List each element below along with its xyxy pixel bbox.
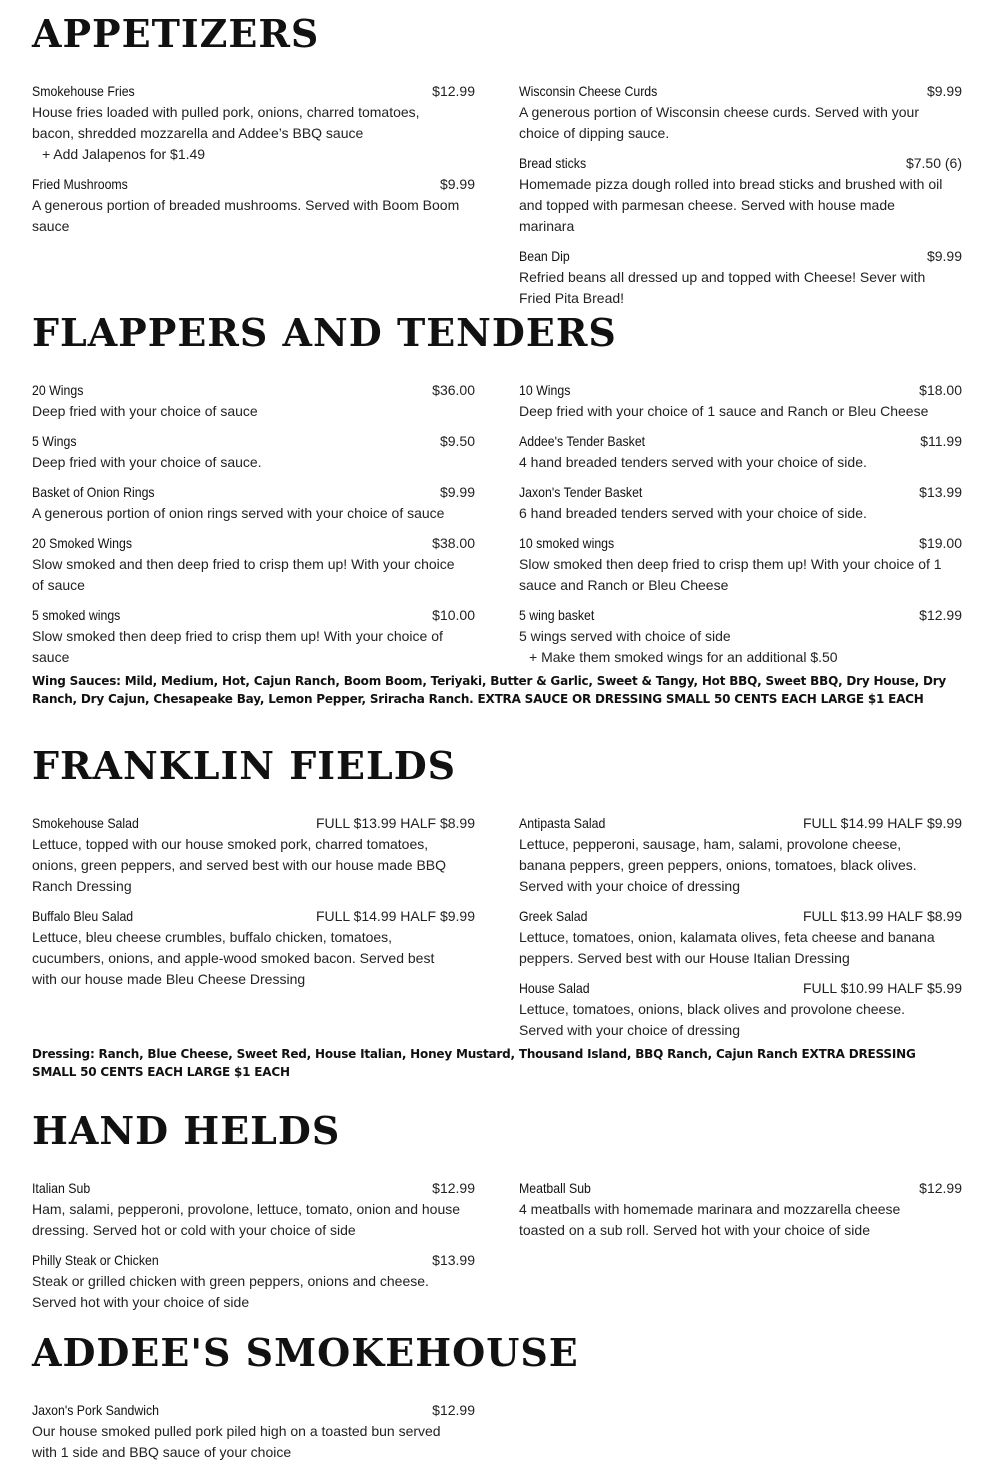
menu-item: [519, 978, 962, 1041]
item-description: 4 meatballs with homemade marinara and mozzarella cheese toasted on a sub roll. Served hot with your choice of side: [519, 1201, 901, 1238]
item-name: 5 Wings: [32, 433, 77, 449]
dressing-note: Dressing: Ranch, Blue Cheese, Sweet Red, House Italian, Honey Mustard, Thousand Island, BBQ Ranch, Cajun Ranch EXTRA DRESSING SMALL 50 CENTS EACH LARGE $1 EACH: [32, 1047, 916, 1079]
item-price: FULL $13.99 HALF $8.99: [802, 908, 962, 924]
item-name: Antipasta Salad: [519, 815, 606, 831]
item-name: 10 smoked wings: [519, 535, 615, 551]
item-price: $12.99: [432, 1402, 475, 1418]
item-description: Lettuce, tomatoes, onion, kalamata olives, feta cheese and banana peppers. Served best with our House Italian Dressing: [519, 929, 935, 966]
item-price: FULL $10.99 HALF $5.99: [802, 980, 962, 996]
item-description: Lettuce, topped with our house smoked pork, charred tomatoes, onions, green peppers, and served best with our house made BBQ Ranch Dressing: [32, 836, 447, 894]
left-column: [32, 1178, 475, 1322]
item-price: FULL $14.99 HALF $9.99: [315, 908, 475, 924]
item-price: $13.99: [432, 1252, 475, 1268]
item-price: $9.99: [926, 248, 962, 264]
item-price: $18.00: [919, 382, 962, 398]
item-description: 4 hand breaded tenders served with your choice of side.: [519, 454, 867, 470]
item-description: Refried beans all dressed up and topped with Cheese! Sever with Fried Pita Bread!: [519, 269, 926, 306]
item-name: 5 wing basket: [519, 607, 595, 623]
section-title: FLAPPERS AND TENDERS: [32, 310, 617, 355]
item-name: Jaxon's Pork Sandwich: [32, 1402, 159, 1418]
item-price: $10.00: [432, 607, 475, 623]
item-name: 20 Wings: [32, 382, 84, 398]
left-column: [32, 81, 475, 318]
item-name: Greek Salad: [519, 908, 588, 924]
menu-item: [32, 813, 475, 897]
item-price: $9.99: [926, 83, 962, 99]
item-description: Steak or grilled chicken with green peppers, onions and cheese. Served hot with your choice of side: [32, 1273, 429, 1310]
menu-item: [32, 1178, 475, 1241]
item-description: Lettuce, tomatoes, onions, black olives and provolone cheese. Served with your choice of dressing: [519, 1001, 906, 1038]
menu-item: [519, 81, 962, 144]
wing-sauces-note: Wing Sauces: Mild, Medium, Hot, Cajun Ranch, Boom Boom, Teriyaki, Butter & Garlic, Sweet & Tangy, Hot BBQ, Sweet BBQ, Dry House, Dry Ranch, Dry Cajun, Chesapeake Bay, Lemon Pepper, Sriracha Ranch. EXTRA SAUCE OR DRESSING SMALL 50 CENTS EACH LARGE $1 EACH: [32, 674, 947, 706]
item-name: Bean Dip: [519, 248, 570, 264]
section-hand-helds: [32, 1109, 962, 1322]
item-description: Ham, salami, pepperoni, provolone, lettuce, tomato, onion and house dressing. Served hot or cold with your choice of side: [32, 1201, 461, 1238]
item-description: House fries loaded with pulled pork, onions, charred tomatoes, bacon, shredded mozzarella and Addee’s BBQ sauce: [32, 104, 420, 141]
item-name: 5 smoked wings: [32, 607, 121, 623]
section-title: FRANKLIN FIELDS: [32, 743, 457, 788]
section-title: HAND HELDS: [32, 1108, 341, 1153]
left-column: [32, 380, 475, 668]
menu-item: [519, 605, 962, 668]
item-name: Fried Mushrooms: [32, 176, 128, 192]
section-franklin-fields: [32, 744, 962, 1081]
item-description: 5 wings served with choice of side: [519, 628, 731, 644]
item-name: House Salad: [519, 980, 590, 996]
item-description: Slow smoked and then deep fried to crisp them up! With your choice of sauce: [32, 556, 455, 593]
right-column: [519, 813, 962, 1041]
item-description: Our house smoked pulled pork piled high on a toasted bun served with 1 side and BBQ sauce of your choice: [32, 1423, 441, 1460]
item-price: $38.00: [432, 535, 475, 551]
menu-item: [32, 380, 475, 422]
item-description: Deep fried with your choice of sauce.: [32, 454, 262, 470]
item-price: $9.99: [439, 176, 475, 192]
item-name: Meatball Sub: [519, 1180, 591, 1196]
menu-item: [519, 153, 962, 237]
item-description: Deep fried with your choice of sauce: [32, 403, 258, 419]
menu-item: [32, 906, 475, 990]
right-column: [519, 380, 962, 668]
menu-item: [32, 174, 475, 237]
item-price: $12.99: [432, 1180, 475, 1196]
item-price: $9.99: [439, 484, 475, 500]
item-addon: + Add Jalapenos for $1.49: [42, 146, 206, 162]
item-price: $7.50 (6): [905, 155, 962, 171]
item-addon: + Make them smoked wings for an additional $.50: [529, 649, 838, 665]
item-price: FULL $13.99 HALF $8.99: [315, 815, 475, 831]
menu-item: [519, 906, 962, 969]
item-description: A generous portion of breaded mushrooms. Served with Boom Boom sauce: [32, 197, 460, 234]
menu-item: [519, 380, 962, 422]
item-description: 6 hand breaded tenders served with your choice of side.: [519, 505, 867, 521]
menu-item: [519, 482, 962, 524]
item-description: Slow smoked then deep fried to crisp them up! With your choice of 1 sauce and Ranch or Bleu Cheese: [519, 556, 942, 593]
item-price: $12.99: [432, 83, 475, 99]
item-name: Buffalo Bleu Salad: [32, 908, 134, 924]
menu-item: [32, 1400, 475, 1463]
section-addees-smokehouse: [32, 1331, 962, 1472]
menu-item: [32, 482, 475, 524]
right-column: [519, 1400, 962, 1472]
item-description: A generous portion of Wisconsin cheese curds. Served with your choice of dipping sauce.: [519, 104, 919, 141]
menu-item: [32, 605, 475, 668]
item-name: 10 Wings: [519, 382, 571, 398]
item-price: $19.00: [919, 535, 962, 551]
item-description: Lettuce, pepperoni, sausage, ham, salami, provolone cheese, banana peppers, green peppers, onions, tomatoes, black olives. Served with your choice of dressing: [519, 836, 917, 894]
section-flappers-tenders: [32, 311, 962, 708]
item-name: Wisconsin Cheese Curds: [519, 83, 658, 99]
item-price: $11.99: [920, 433, 962, 449]
left-column: [32, 1400, 475, 1472]
item-name: Philly Steak or Chicken: [32, 1252, 159, 1268]
menu-item: [519, 813, 962, 897]
menu-item: [519, 1178, 962, 1241]
section-title: APPETIZERS: [32, 11, 320, 56]
item-name: Italian Sub: [32, 1180, 91, 1196]
section-appetizers: [32, 12, 962, 318]
left-column: [32, 813, 475, 1041]
item-name: 20 Smoked Wings: [32, 535, 132, 551]
right-column: [519, 81, 962, 318]
right-column: [519, 1178, 962, 1322]
item-price: $13.99: [919, 484, 962, 500]
item-name: Addee's Tender Basket: [519, 433, 646, 449]
item-price: FULL $14.99 HALF $9.99: [802, 815, 962, 831]
item-name: Bread sticks: [519, 155, 587, 171]
item-price: $12.99: [919, 607, 962, 623]
menu-item: [32, 533, 475, 596]
item-name: Jaxon's Tender Basket: [519, 484, 643, 500]
menu-item: [32, 1250, 475, 1313]
item-description: Slow smoked then deep fried to crisp them up! With your choice of sauce: [32, 628, 443, 665]
menu-item: [32, 81, 475, 165]
item-description: Homemade pizza dough rolled into bread sticks and brushed with oil and topped with parmesan cheese. Served with house made marinara: [519, 176, 943, 234]
item-name: Smokehouse Salad: [32, 815, 139, 831]
menu-item: [519, 533, 962, 596]
item-description: A generous portion of onion rings served with your choice of sauce: [32, 505, 445, 521]
item-description: Lettuce, bleu cheese crumbles, buffalo chicken, tomatoes, cucumbers, onions, and apple-wood smoked bacon. Served best with our house made Bleu Cheese Dressing: [32, 929, 435, 987]
item-description: Deep fried with your choice of 1 sauce and Ranch or Bleu Cheese: [519, 403, 929, 419]
item-price: $12.99: [919, 1180, 962, 1196]
menu-item: [32, 431, 475, 473]
section-title: ADDEE'S SMOKEHOUSE: [32, 1330, 579, 1375]
item-price: $9.50: [439, 433, 475, 449]
menu-item: [519, 246, 962, 309]
menu-item: [519, 431, 962, 473]
item-name: Basket of Onion Rings: [32, 484, 155, 500]
item-price: $36.00: [432, 382, 475, 398]
item-name: Smokehouse Fries: [32, 83, 135, 99]
